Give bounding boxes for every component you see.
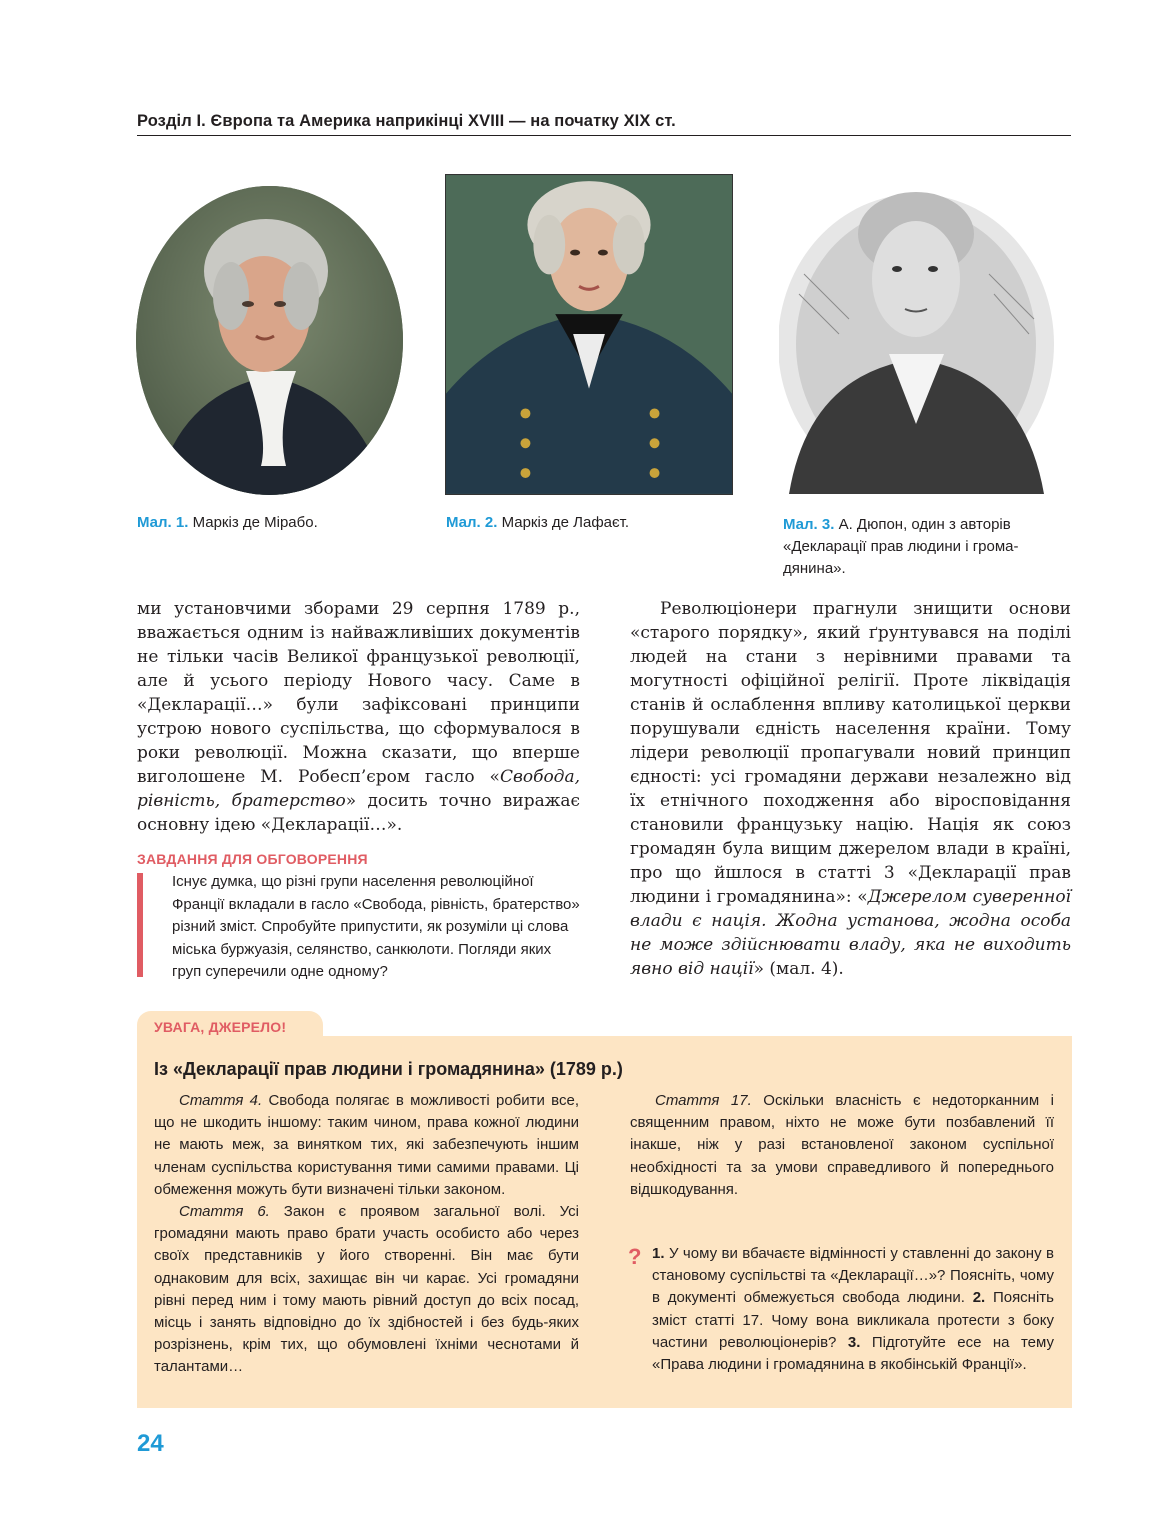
right-text-a: Революціонери прагнули знищити основи «старого порядку», який ґрунтувався на поділі людей на стани з нерівними правами та могутності офіційної релігії. Проте ліквідація станів й ослаблення впливу католицької церкви порушували єдність населення країни. Тому лідери революції пропагували новий принцип єдності: усі громадяни держави незалежно від їх етнічного походження або віросповідання становили французьку націю. Нація як союз громадян була вищим джерелом влади в країні, про що йшлося в статті 3 «Декларації прав людини і громадянина»: « [630, 599, 1071, 907]
discussion-task-title: ЗАВДАННЯ ДЛЯ ОБГОВОРЕННЯ [137, 851, 368, 867]
article-6-label: Стаття 6. [179, 1203, 270, 1221]
running-head: Розділ І. Європа та Америка наприкінці XVIII — на початку XIX ст. [137, 112, 676, 130]
figure-1-text: Маркіз де Мірабо. [192, 514, 318, 531]
figure-1-caption [137, 512, 427, 534]
right-text-b: » (мал. 4). [753, 959, 844, 979]
article-17-label: Стаття 17. [655, 1092, 752, 1109]
figure-3-text: А. Дюпон, один з авторів «Декларації прав людини і громадянина». [783, 516, 1019, 577]
left-text-a: ми установчими зборами 29 серпня 1789 р., вважається одним із найважливіших документів не тільки часів Великої французької революції, але й усього періоду Нового часу. Саме в «Декларації…» були зафіксовані принципи устрою нового суспільства, що сформувалося в роки революції. Можна сказати, що вперше виголошене М. Робесп’єром гасло « [137, 599, 580, 787]
portrait-dupont-image [779, 174, 1054, 494]
figure-3-label: Мал. 3. [783, 516, 835, 533]
article-17-text: Оскільки власність є недоторканним і священним правом, ніхто не може бути позбавлений її інакше, ніж у разі встановленої законом суспільної необхідності та за умови справедливого й попереднього відшкодування. [630, 1092, 1055, 1198]
figure-1-label: Мал. 1. [137, 514, 189, 531]
figure-2-text: Маркіз де Лафаєт. [501, 514, 630, 531]
source-title: Із «Декларації прав людини і громадянина» (1789 р.) [154, 1059, 623, 1079]
source-left-column [154, 1090, 579, 1379]
left-text-italic: Свобода, рівність, братерство [137, 767, 580, 811]
question-1-number: 1. [652, 1245, 665, 1262]
figure-3-caption [783, 514, 1063, 580]
right-text-italic: Джерелом суверенної влади є нація. Жодна установа, жодна особа не може здійснювати владу, яка не виходить явно від нації [630, 887, 1071, 979]
question-3-number: 3. [847, 1333, 861, 1351]
article-4-label: Стаття 4. [179, 1092, 263, 1109]
article-4-text: Свобода полягає в можливості робити все, що не шкодить іншому: таким чином, права кожної людини не мають меж, за винятком тих, які забезпечують іншим членам суспільства користування тими самими правами. Ці обмеження можуть бути визначені тільки законом. [154, 1092, 579, 1198]
question-mark-icon: ? [628, 1244, 642, 1269]
article-6-text: Закон є проявом загальної волі. Усі громадяни мають право брати участь особисто або через своїх представників у його створенні. Він має бути однаковим для всіх, захищає він чи карає. Усі громадяни рівні перед ним і тому мають рівний доступ до всіх посад, місць і занять відповідно до їх здібностей і без будь-яких розрізнень, крім тих, що обумовлені їхніми чеснотами й талантами… [154, 1203, 579, 1376]
source-right-column [630, 1090, 1054, 1201]
portrait-mirabeau-image [136, 186, 403, 495]
figure-2-label: Мал. 2. [446, 514, 498, 531]
questions-text [652, 1243, 1054, 1376]
page-number: 24 [137, 1430, 164, 1457]
question-1-text: У чому ви вбачаєте відмінності у ставленні до закону в становому суспільстві та «Декларації…»? Поясніть, чому в документі обмежується свобода людини. [652, 1245, 1054, 1307]
discussion-task-bar [137, 873, 143, 977]
discussion-task-text: Існує думка, що різні групи населення революційної Франції вкладали в гасло «Свобода, рівність, братерство» різний зміст. Спробуйте припустити, як розуміли ці слова міська буржуазія, селянство, санкюлоти. Погляди яких груп суперечили одне одному? [172, 873, 580, 980]
figure-2-caption [446, 512, 736, 534]
header-rule [137, 135, 1071, 136]
portrait-lafayette-image [445, 174, 733, 495]
source-tab-label: УВАГА, ДЖЕРЕЛО! [154, 1019, 287, 1035]
question-2-text: Поясніть зміст статті 17. Чому вона викликала протести з боку частини революціонерів? [652, 1289, 1054, 1351]
question-2-number: 2. [972, 1289, 986, 1307]
question-3-text: Підготуйте есе на тему «Права людини і громадянина в якобінській Франції». [652, 1333, 1054, 1374]
left-text-b: » досить точно виражає основну ідею «Декларації…». [137, 791, 581, 835]
left-column-text [137, 597, 580, 837]
right-column-text [630, 597, 1071, 981]
